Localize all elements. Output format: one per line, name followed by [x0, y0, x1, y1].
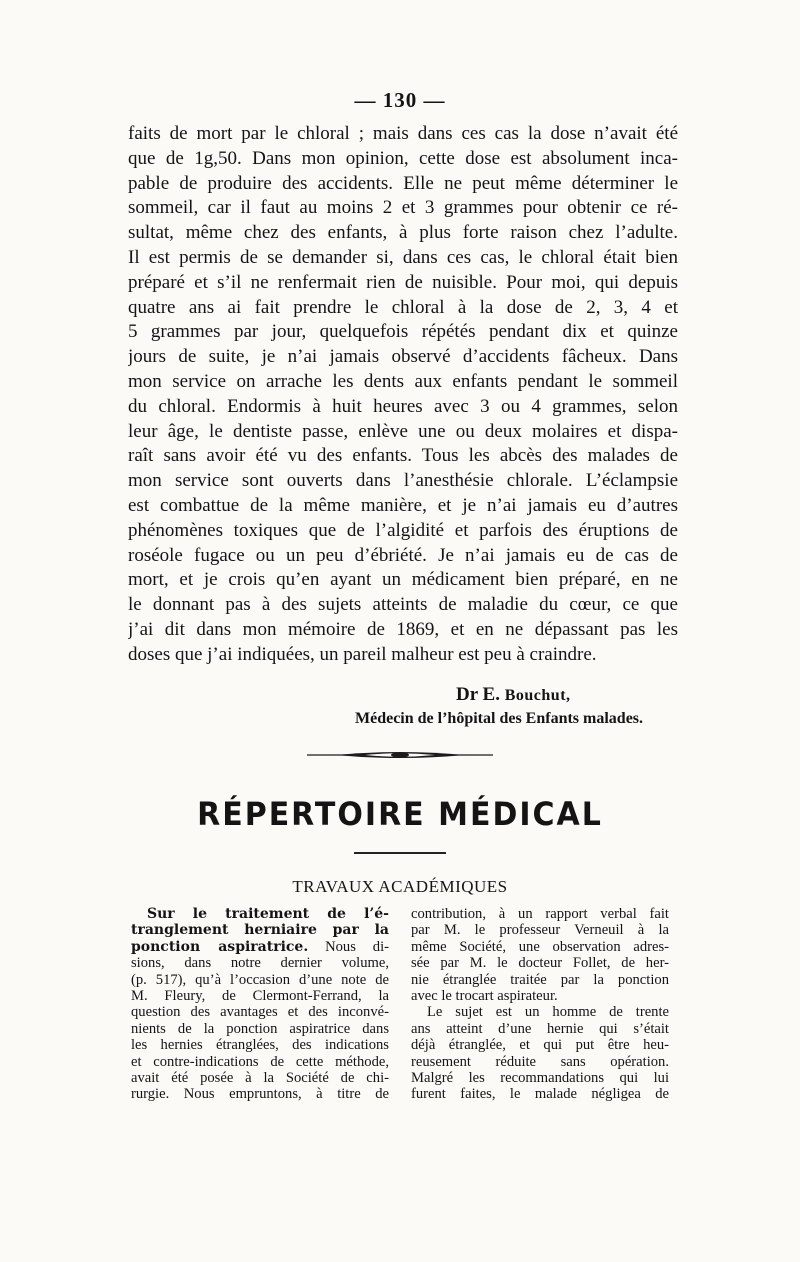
- text-line: roséole fugace ou un peu d’ébriété. Je n’ai jamais eu de cas de: [128, 544, 678, 566]
- text-line: phénomènes toxiques que de l’algidité et parfois des éruptions de: [128, 519, 678, 541]
- text-line: le donnant pas à des sujets atteints de maladie du cœur, ce que: [128, 594, 678, 616]
- column-line: nients de la ponction aspiratrice dans: [131, 1020, 389, 1037]
- title-rule: [354, 852, 446, 854]
- column-line: Le sujet est un homme de trente: [427, 1004, 669, 1021]
- text-line: du chloral. Endormis à huit heures avec 3 ou 4 grammes, selon: [128, 395, 678, 417]
- text-line: mon service on arrache les dents aux enfants pendant le sommeil: [128, 370, 678, 392]
- column-line: [131, 939, 389, 955]
- signature-surname: Bouchut,: [504, 687, 571, 704]
- column-line: sée par M. le docteur Follet, de her-: [411, 955, 669, 972]
- page-number: — 130 —: [354, 88, 446, 112]
- signature-prefix: Dr E.: [456, 684, 505, 705]
- column-line: ans atteint d’une hernie qui s’était: [411, 1020, 669, 1037]
- column-line: sions, dans notre dernier volume,: [131, 955, 389, 972]
- column-line: nie étranglée traitée par la ponction: [411, 971, 669, 988]
- column-line: reusement réduite sans opération.: [411, 1053, 669, 1070]
- column-line: contribution, à un rapport verbal fait: [411, 906, 669, 922]
- text-line: doses que j’ai indiquées, un pareil malheur est peu à craindre.: [128, 643, 597, 665]
- text-line: leur âge, le dentiste passe, enlève une ou deux molaires et dispa-: [128, 420, 678, 442]
- column-line: déjà étranglée, et qui put être heu-: [411, 1037, 669, 1054]
- text-line: sultat, même chez des enfants, à plus forte raison chez l’adulte.: [128, 222, 678, 244]
- column-line: et contre-indications de cette méthode,: [131, 1053, 389, 1070]
- signature-name: [456, 684, 571, 706]
- column-line: les hernies étranglées, des indications: [131, 1037, 389, 1054]
- text-line: mort, et je crois qu’en ayant un médicament bien préparé, en ne: [128, 569, 678, 591]
- ornament-rule: [305, 747, 495, 763]
- left-column: [131, 906, 389, 1103]
- column-line: Malgré les recommandations qui lui: [411, 1069, 669, 1086]
- text-line: pable de produire des accidents. Elle ne peut même déterminer le: [128, 172, 678, 194]
- column-line: furent faites, le malade négligea de: [411, 1086, 669, 1103]
- text-line: préparé et s’il ne renfermait rien de nuisible. Pour moi, qui depuis: [128, 271, 678, 293]
- column-line: question des avantages et des inconvé-: [131, 1004, 389, 1021]
- right-column: [411, 906, 669, 1103]
- article-heading: Sur le traitement de l’é-: [147, 906, 389, 922]
- signature-affiliation: Médecin de l’hôpital des Enfants malades.: [355, 710, 644, 727]
- column-line: M. Fleury, de Clermont-Ferrand, la: [131, 987, 389, 1004]
- column-text: Nous di-: [308, 938, 389, 955]
- main-text: [128, 122, 678, 668]
- text-line: raît sans avoir été vu des enfants. Tous les abcès des malades de: [128, 445, 678, 467]
- article-heading: tranglement herniaire par la: [131, 922, 389, 939]
- text-line: sommeil, car il faut au moins 2 et 3 grammes pour obtenir ce ré-: [128, 197, 678, 219]
- text-line: jours de suite, je n’ai jamais observé d’accidents fâcheux. Dans: [128, 346, 678, 368]
- text-line: faits de mort par le chloral ; mais dans ces cas la dose n’avait été: [128, 123, 678, 144]
- text-line: j’ai dit dans mon mémoire de 1869, et en ne dépassant pas les: [128, 618, 678, 640]
- text-line: quatre ans ai fait prendre le chloral à la dose de 2, 3, 4 et: [128, 296, 678, 318]
- column-line: avait été posée à la Société de chi-: [131, 1069, 389, 1086]
- text-line: est combattue de la même manière, et je n’ai jamais eu d’autres: [128, 494, 678, 516]
- column-line: (p. 517), qu’à l’occasion d’une note de: [131, 971, 389, 988]
- column-line: rurgie. Nous empruntons, à titre de: [131, 1086, 389, 1103]
- section-title: RÉPERTOIRE MÉDICAL: [197, 795, 603, 834]
- column-line: même Société, une observation adres-: [411, 938, 669, 955]
- text-line: 5 grammes par jour, quelquefois répétés pendant dix et quinze: [128, 321, 678, 343]
- text-line: que de 1g,50. Dans mon opinion, cette dose est absolument inca-: [128, 147, 678, 169]
- subsection-title: TRAVAUX ACADÉMIQUES: [292, 877, 508, 896]
- article-heading: ponction aspiratrice.: [131, 938, 309, 955]
- column-line: avec le trocart aspirateur.: [411, 987, 558, 1004]
- text-line: Il est permis de se demander si, dans ces cas, le chloral était bien: [128, 246, 678, 268]
- text-line: mon service sont ouverts dans l’anesthésie chlorale. L’éclampsie: [128, 470, 678, 492]
- column-line: par M. le professeur Verneuil à la: [411, 922, 669, 939]
